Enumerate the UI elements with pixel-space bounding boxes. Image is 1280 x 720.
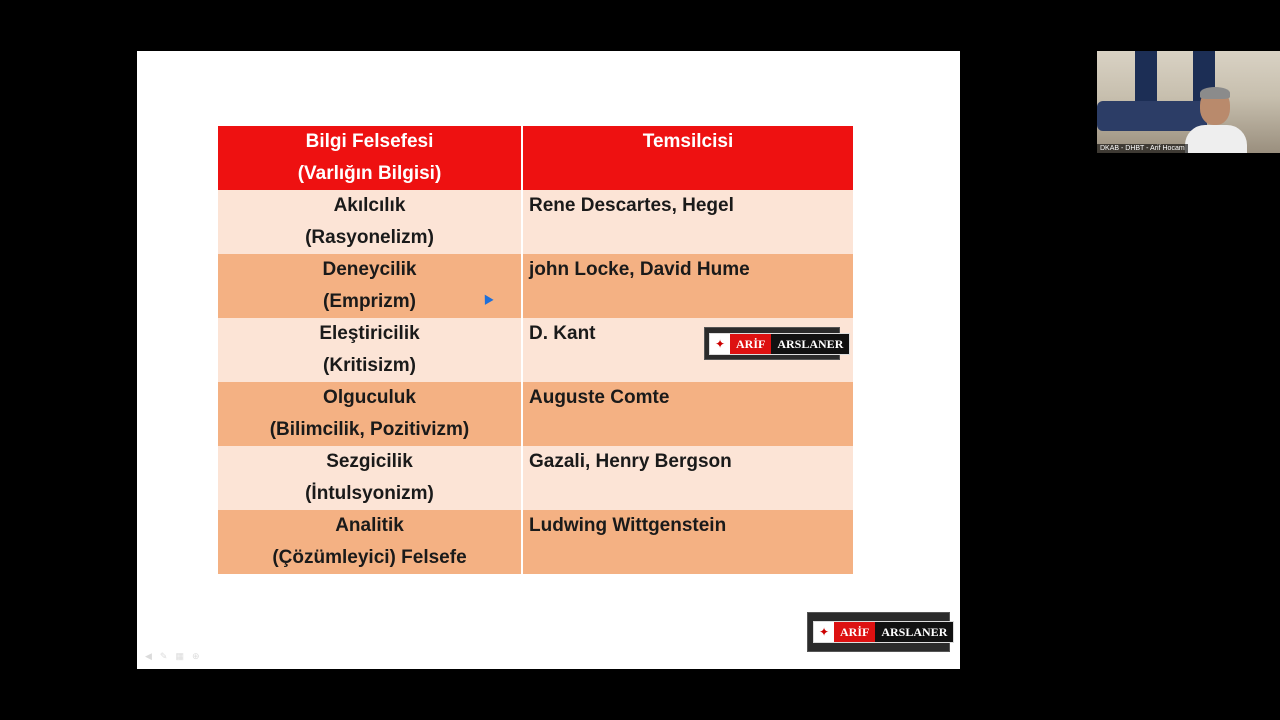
header-left-line1: Bilgi Felsefesi [305,131,434,152]
header-right: Temsilcisi [642,131,734,152]
logo-text-second: ARSLANER [771,334,849,354]
row-representative-cell: Auguste Comte [522,382,853,446]
presenter-body [1185,125,1247,153]
slide-toolbar[interactable] [145,651,200,662]
presenter-hair [1200,87,1230,99]
logo-badge [813,621,954,643]
category-alt-name: (Bilimcilik, Pozitivizm) [269,419,470,440]
row-category-cell [218,318,522,382]
row-category-cell [218,446,522,510]
row-representative-cell: Gazali, Henry Bergson [522,446,853,510]
row-representative-cell: Rene Descartes, Hegel [522,190,853,254]
logo-text-first: ARİF [730,334,771,354]
category-name: Olguculuk [323,387,416,408]
corner-logo [807,612,950,652]
grid-icon[interactable]: ▦ [175,651,184,661]
watermark-logo [704,327,844,360]
row-category-cell [218,190,522,254]
sofa [1097,101,1207,131]
pen-icon[interactable]: ✎ [159,651,168,661]
logo-text-second: ARSLANER [875,622,953,642]
row-representative-cell: john Locke, David Hume [522,254,853,318]
row-representative-cell: Ludwing Wittgenstein [522,510,853,574]
row-category-cell [218,382,522,446]
category-name: Deneycilik [322,259,417,280]
table-row [218,446,853,510]
header-cell-representative [522,126,853,190]
webcam-caption: DKAB - DHBT - Arif Hocam [1097,144,1188,153]
logo-badge [709,333,850,355]
presentation-slide [137,51,960,669]
category-alt-name: (Çözümleyici) Felsefe [272,547,467,568]
logo-text-first: ARİF [834,622,875,642]
emblem-icon: ✦ [814,622,834,642]
table-row [218,510,853,574]
zoom-icon[interactable]: ⊕ [191,651,200,661]
webcam-feed [1097,51,1280,153]
emblem-icon: ✦ [710,334,730,354]
table-row [218,382,853,446]
row-category-cell [218,510,522,574]
category-alt-name: (Rasyonelizm) [305,227,434,248]
table-header-row [218,126,853,190]
category-alt-name: (Kritisizm) [323,355,416,376]
category-name: Analitik [335,515,404,536]
category-name: Sezgicilik [326,451,413,472]
category-name: Eleştiricilik [319,323,420,344]
row-representative-cell: D. Kant [522,318,853,382]
header-cell-category [218,126,522,190]
table-row [218,190,853,254]
previous-arrow-icon[interactable]: ◀ [145,651,152,661]
header-left-line2: (Varlığın Bilgisi) [297,163,442,184]
category-alt-name: (İntulsyonizm) [305,483,434,504]
row-category-cell [218,254,522,318]
category-name: Akılcılık [333,195,406,216]
table-row [218,254,853,318]
category-alt-name: (Emprizm) [323,291,416,312]
